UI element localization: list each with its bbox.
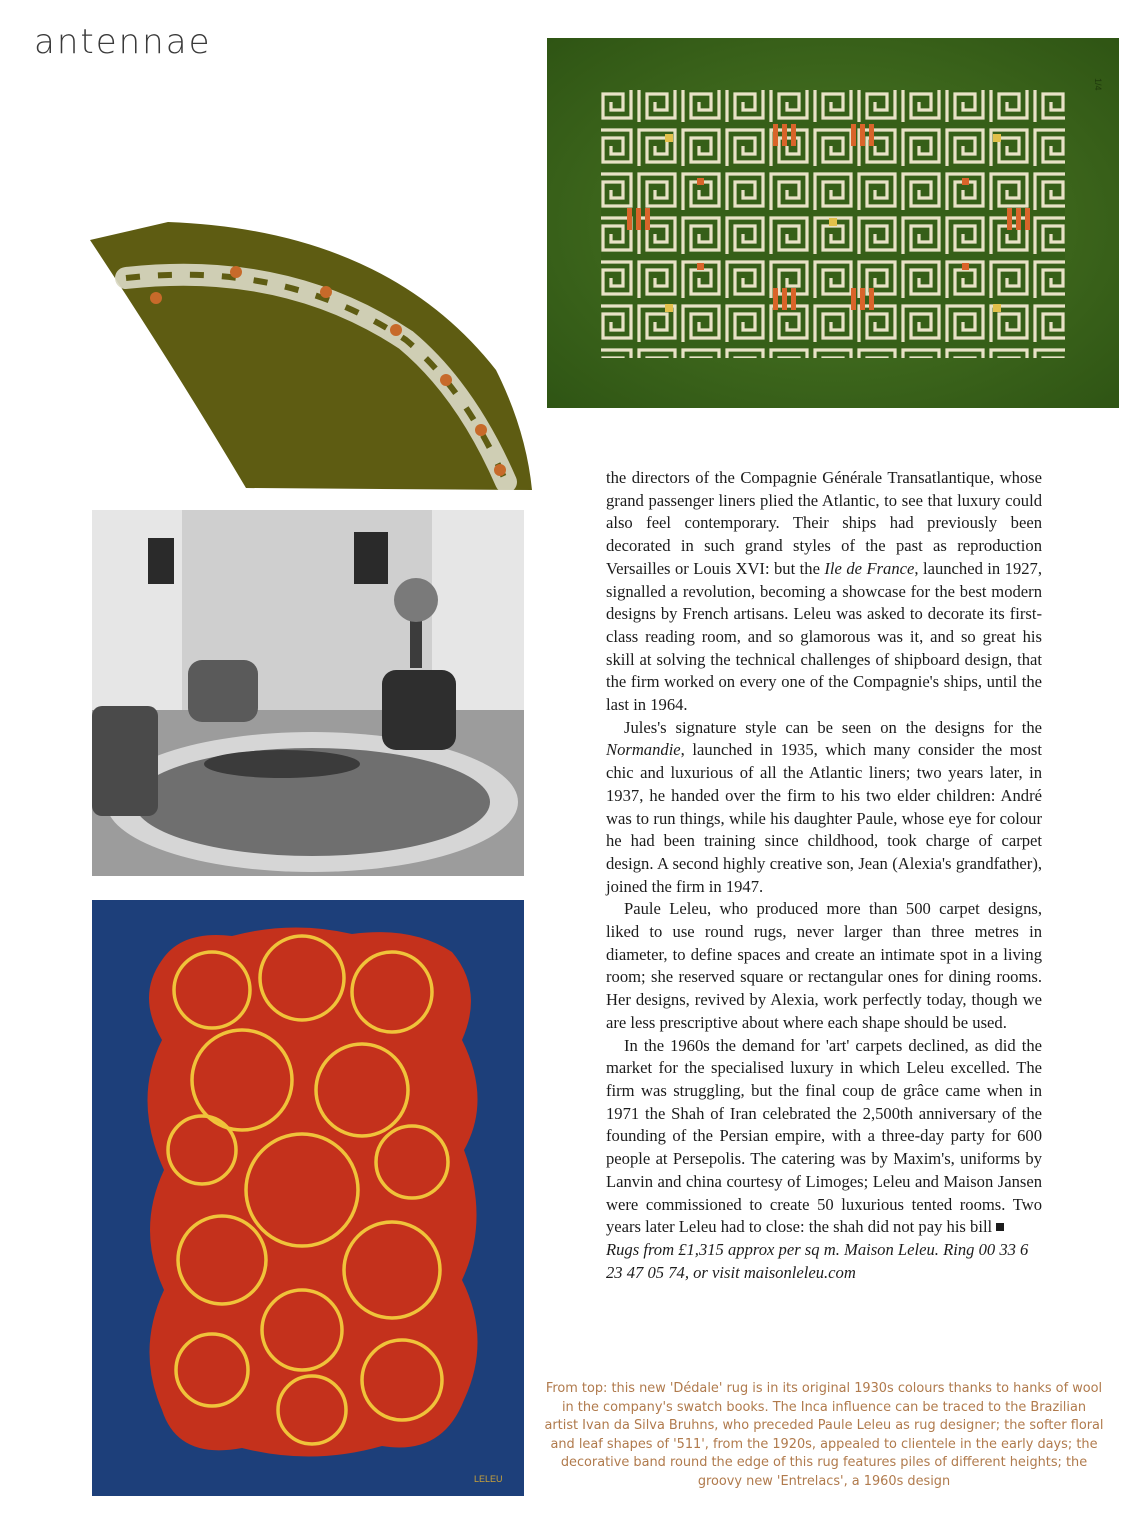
shop-credit: Rugs from £1,315 approx per sq m. Maison Leleu. Ring 00 33 6 23 47 05 74, or visit maisonleleu.com [606, 1239, 1029, 1282]
dedale-corner-mark: 1/4 [1093, 78, 1103, 91]
article-paragraph-3: Paule Leleu, who produced more than 500 carpet designs, liked to use round rugs, never larger than three metres in diameter, to define spaces and create an intimate spot in a living room; she reserved square or rectangular ones for dining rooms. Her designs, revived by Alexia, work perfectly today, though we are less prescriptive about where each shape should be used. [606, 899, 1042, 1032]
interior-photo [92, 510, 524, 876]
article-paragraph-1: the directors of the Compagnie Générale Transatlantique, whose grand passenger liners plied the Atlantic, to see that luxury could also feel contemporary. Their ships had previously been decorated in such grand styles of the past as reproduction Versailles or Louis XVI: but the Ile de France, launched in 1927, signalled a revolution, becoming a showcase for the best modern designs by French artisans. Leleu was asked to decorate its first-class reading room, and so glamorous was it, and so great his skill at solving the technical challenges of shipboard design, that the firm worked on every one of the Compagnie's ships, until the last in 1964. [606, 468, 1042, 715]
entrelacs-signature: LELEU [474, 1474, 503, 1484]
article-paragraph-2: Jules's signature style can be seen on the designs for the Normandie, launched in 1935, which many consider the most chic and luxurious of all the Atlantic liners; two years later, in 1937, he handed over the firm to his two elder children: André was to run things, while his daughter Paule, whose eye for colour he had been training since childhood, took charge of carpet design. A second highly creative son, Jean (Alexia's grandfather), joined the firm in 1947. [606, 717, 1042, 896]
article-body [606, 467, 1042, 1284]
image-caption: From top: this new 'Dédale' rug is in its original 1930s colours thanks to hanks of wool in the company's swatch books. The Inca influence can be traced to the Brazilian artist Ivan da Silva Bruhns, who preceded Paule Leleu as rug designer; the softer floral and leaf shapes of '511', from the 1920s, appealed to clientele in the early days; the decorative band round the edge of this rug features piles of different heights; the groovy new 'Entrelacs', a 1960s design [544, 1381, 1104, 1489]
article-paragraph-4: In the 1960s the demand for 'art' carpets declined, as did the market for the specialised luxury in which Leleu excelled. The firm was struggling, but the final coup de grâce came when in 1971 the Shah of Iran celebrated the 2,500th anniversary of the founding of the Persian empire, with a three-day party for 600 people at Persepolis. The catering was by Maxim's, uniforms by Lanvin and china courtesy of Limoges; Leleu and Maison Jansen were commissioned to create 50 luxurious tented rooms. Two years later Leleu had to close: the shah did not pay his bill [606, 1035, 1042, 1237]
dedale-rug-image [547, 38, 1119, 408]
section-label: antennae [34, 22, 212, 62]
end-mark-icon [996, 1223, 1004, 1231]
entrelacs-rug-image [92, 900, 524, 1496]
rug-511-image [86, 220, 536, 490]
